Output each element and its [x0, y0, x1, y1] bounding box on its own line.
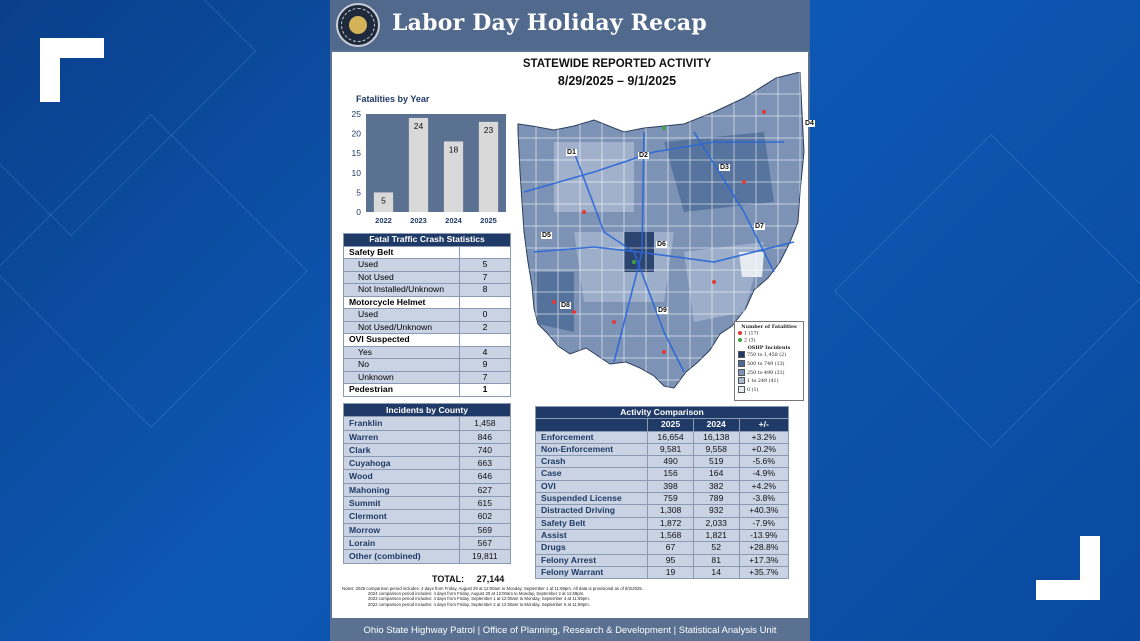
activity-value: +35.7% [739, 566, 788, 578]
table-row [344, 457, 511, 470]
statewide-title: STATEWIDE REPORTED ACTIVITY [522, 58, 712, 70]
x-tick-label: 2025 [480, 216, 497, 225]
section-value [460, 334, 511, 347]
row-label: Yes [344, 346, 460, 359]
table-row [344, 510, 511, 523]
recap-document [330, 0, 814, 641]
activity-value: 789 [693, 493, 739, 505]
table-row [344, 430, 511, 443]
table-row [344, 321, 511, 334]
table-row [344, 359, 511, 372]
activity-value: 1,872 [648, 517, 694, 529]
fatal-stats-title: Fatal Traffic Crash Statistics [344, 234, 511, 247]
table-row [536, 542, 789, 554]
county-name: Other (combined) [344, 550, 460, 563]
activity-value: -4.9% [739, 468, 788, 480]
activity-label: Drugs [536, 542, 648, 554]
table-row [344, 417, 511, 430]
activity-value: 16,654 [648, 431, 694, 443]
activity-label: Safety Belt [536, 517, 648, 529]
county-name: Warren [344, 430, 460, 443]
column-header: 2024 [693, 419, 739, 431]
district-label-d9: D9 [658, 307, 667, 314]
table-row [344, 536, 511, 549]
y-tick-label: 0 [356, 207, 361, 217]
legend-item-label: 1 (17) [744, 331, 759, 337]
activity-label: OVI [536, 480, 648, 492]
district-label-d3: D3 [720, 164, 729, 171]
bar-data-label: 23 [483, 124, 494, 135]
map-legend [734, 321, 804, 401]
row-value: 0 [460, 309, 511, 322]
bar-data-label: 24 [413, 120, 424, 131]
legend-item-label: 1 to 249 (41) [747, 379, 779, 385]
activity-label: Crash [536, 456, 648, 468]
county-name: Mahoning [344, 483, 460, 496]
table-row [344, 309, 511, 322]
activity-value: 164 [693, 468, 739, 480]
legend-item-label: 0 (1) [747, 387, 759, 393]
row-label: Used [344, 309, 460, 322]
activity-label: Assist [536, 529, 648, 541]
district-label-d5: D5 [542, 232, 551, 239]
bar-2025 [479, 122, 498, 212]
legend-swatch [738, 369, 745, 376]
legend-swatch [738, 360, 745, 367]
activity-value: 932 [693, 505, 739, 517]
activity-label: Felony Warrant [536, 566, 648, 578]
table-row [536, 431, 789, 443]
section-row [344, 246, 511, 259]
notes [342, 586, 802, 607]
content-card [332, 52, 814, 618]
y-tick-label: 15 [351, 148, 361, 159]
column-header: 2025 [648, 419, 694, 431]
column-header-row [536, 419, 789, 431]
activity-value: +28.8% [739, 542, 788, 554]
section-value: 1 [460, 384, 511, 397]
bar-data-label: 18 [448, 144, 459, 155]
district-label-d1: D1 [567, 149, 576, 156]
activity-label: Non-Enforcement [536, 443, 648, 455]
county-value: 663 [459, 457, 510, 470]
district-label-d2: D2 [639, 152, 648, 159]
section-label: OVI Suspected [344, 334, 460, 347]
county-value: 1,458 [459, 417, 510, 430]
note-line: Notes: 2025 comparison period includes: 4 days from Friday, August 29 at 12:00am to Monday, September 1 at 11:59pm. All data is provisional as of 9/2/2025. [342, 586, 643, 591]
table-row [536, 529, 789, 541]
legend-item-label: 750 to 1,458 (2) [747, 353, 787, 359]
table-row [344, 371, 511, 384]
activity-table-title: Activity Comparison [536, 407, 789, 419]
activity-value: 519 [693, 456, 739, 468]
legend-swatch [738, 377, 745, 384]
table-row [536, 480, 789, 492]
activity-value: 1,568 [648, 529, 694, 541]
activity-label: Felony Arrest [536, 554, 648, 566]
county-name: Morrow [344, 523, 460, 536]
table-row [344, 346, 511, 359]
row-value: 8 [460, 284, 511, 297]
county-name: Franklin [344, 417, 460, 430]
activity-value: 95 [648, 554, 694, 566]
table-row [344, 497, 511, 510]
fatality-dot-icon [738, 331, 742, 335]
county-name: Clermont [344, 510, 460, 523]
footer: Ohio State Highway Patrol | Office of Planning, Research & Development | Statistical Analysis Unit [363, 625, 777, 636]
activity-value: -13.9% [739, 529, 788, 541]
legend-item-label: 500 to 749 (13) [747, 361, 785, 367]
note-line: 2022 comparison period includes: 4 days from Friday, September 2 at 12:00am to Monday, September 5 at 11:59pm. [368, 601, 590, 607]
activity-label: Distracted Driving [536, 505, 648, 517]
background-diamond [834, 134, 1140, 448]
activity-value: -3.8% [739, 493, 788, 505]
legend-incident-item [738, 386, 800, 395]
y-tick-label: 10 [351, 167, 361, 178]
table-row [344, 271, 511, 284]
activity-label: Enforcement [536, 431, 648, 443]
table-row [536, 456, 789, 468]
activity-label: Suspended License [536, 493, 648, 505]
table-header-row [344, 234, 511, 247]
activity-value: 398 [648, 480, 694, 492]
district-label-d8: D8 [561, 302, 570, 309]
section-label: Motorcycle Helmet [344, 296, 460, 309]
row-label: Not Used/Unknown [344, 321, 460, 334]
legend-item-label: 250 to 499 (31) [747, 370, 785, 376]
row-value: 7 [460, 271, 511, 284]
legend-swatch [738, 351, 745, 358]
district-label-d7: D7 [755, 223, 764, 230]
activity-value: -5.6% [739, 456, 788, 468]
county-name: Cuyahoga [344, 457, 460, 470]
legend-item-label: 2 (3) [744, 338, 756, 344]
incidents-by-county-table [343, 403, 511, 564]
activity-value: 14 [693, 566, 739, 578]
ohio-state-patrol-seal-icon [336, 3, 380, 47]
activity-value: 52 [693, 542, 739, 554]
column-header: +/- [739, 419, 788, 431]
fatality-dot-icon [738, 338, 742, 342]
page-title: Labor Day Holiday Recap [392, 10, 707, 36]
activity-value: 16,138 [693, 431, 739, 443]
table-row [344, 483, 511, 496]
activity-value: +4.2% [739, 480, 788, 492]
chart-title: Fatalities by Year [356, 94, 430, 104]
county-value: 846 [459, 430, 510, 443]
county-name: Lorain [344, 536, 460, 549]
y-tick-label: 5 [356, 187, 361, 198]
table-row [536, 505, 789, 517]
county-total [432, 574, 504, 584]
activity-value: 2,033 [693, 517, 739, 529]
county-total-label: TOTAL: [432, 574, 465, 584]
table-row [344, 470, 511, 483]
section-row [344, 296, 511, 309]
bar-data-label: 5 [381, 195, 386, 206]
section-row [344, 334, 511, 347]
legend-incidents-title: OSHP Incidents [747, 344, 791, 351]
row-label: No [344, 359, 460, 372]
county-value: 602 [459, 510, 510, 523]
section-value [460, 296, 511, 309]
activity-value: +0.2% [739, 443, 788, 455]
activity-value: 9,558 [693, 443, 739, 455]
row-label: Not Installed/Unknown [344, 284, 460, 297]
row-label: Used [344, 259, 460, 272]
table-row [536, 493, 789, 505]
county-table-title: Incidents by County [344, 404, 511, 417]
note-line: 2023 comparison period includes: 4 days from Friday, September 1 at 12:00am to Monday, September 4 at 11:59pm. [368, 596, 590, 602]
county-value: 740 [459, 443, 510, 456]
table-row [344, 443, 511, 456]
x-tick-label: 2024 [445, 216, 462, 225]
fatalities-by-year-chart [336, 106, 512, 232]
county-value: 569 [459, 523, 510, 536]
activity-value: 1,308 [648, 505, 694, 517]
county-value: 19,811 [459, 550, 510, 563]
activity-value: +40.3% [739, 505, 788, 517]
section-row [344, 384, 511, 397]
statewide-dates: 8/29/2025 – 9/1/2025 [557, 74, 677, 88]
note-line: 2024 comparison period includes: 4 days from Friday, August 30 at 12:00am to Monday, September 2 at 11:59pm. [368, 591, 585, 597]
row-value: 5 [460, 259, 511, 272]
activity-label: Case [536, 468, 648, 480]
county-value: 627 [459, 483, 510, 496]
activity-value: 156 [648, 468, 694, 480]
row-label: Unknown [344, 371, 460, 384]
legend-swatch [738, 386, 745, 393]
legend-incident-item [738, 377, 800, 386]
activity-value: 9,581 [648, 443, 694, 455]
table-row [536, 468, 789, 480]
x-tick-label: 2022 [375, 216, 392, 225]
activity-value: 67 [648, 542, 694, 554]
activity-value: -7.9% [739, 517, 788, 529]
activity-value: +3.2% [739, 431, 788, 443]
fatal-crash-stats-table [343, 233, 511, 397]
activity-value: 382 [693, 480, 739, 492]
legend-incident-item [738, 360, 800, 369]
row-label: Not Used [344, 271, 460, 284]
county-name: Wood [344, 470, 460, 483]
section-label: Pedestrian [344, 384, 460, 397]
table-row [344, 259, 511, 272]
column-header [536, 419, 648, 431]
document-header [330, 0, 810, 50]
activity-comparison-table [535, 406, 789, 579]
legend-fatal-title: Number of Fatalities [741, 324, 797, 330]
district-label-d4: D4 [805, 120, 814, 127]
table-header-row [344, 404, 511, 417]
legend-incident-item [738, 351, 800, 360]
x-tick-label: 2023 [410, 216, 427, 225]
y-tick-label: 20 [351, 128, 361, 139]
activity-value: 1,821 [693, 529, 739, 541]
table-row [344, 550, 511, 563]
activity-value: 490 [648, 456, 694, 468]
activity-value: 19 [648, 566, 694, 578]
section-value [460, 246, 511, 259]
district-label-d6: D6 [657, 241, 666, 248]
table-row [344, 523, 511, 536]
table-row [536, 443, 789, 455]
table-row [536, 554, 789, 566]
row-value: 2 [460, 321, 511, 334]
county-value: 646 [459, 470, 510, 483]
county-total-value: 27,144 [476, 574, 505, 584]
table-row [344, 284, 511, 297]
row-value: 9 [460, 359, 511, 372]
activity-value: 759 [648, 493, 694, 505]
bar-2023 [409, 118, 428, 212]
legend-fatal-item [738, 338, 800, 345]
row-value: 4 [460, 346, 511, 359]
activity-value: 81 [693, 554, 739, 566]
county-value: 567 [459, 536, 510, 549]
row-value: 7 [460, 371, 511, 384]
table-row [536, 566, 789, 578]
activity-value: +17.3% [739, 554, 788, 566]
legend-incident-item [738, 369, 800, 378]
table-row [536, 517, 789, 529]
y-tick-label: 25 [351, 109, 361, 119]
county-name: Clark [344, 443, 460, 456]
legend-fatal-item [738, 331, 800, 338]
table-header-row [536, 407, 789, 419]
section-label: Safety Belt [344, 246, 460, 259]
county-name: Summit [344, 497, 460, 510]
county-value: 615 [459, 497, 510, 510]
